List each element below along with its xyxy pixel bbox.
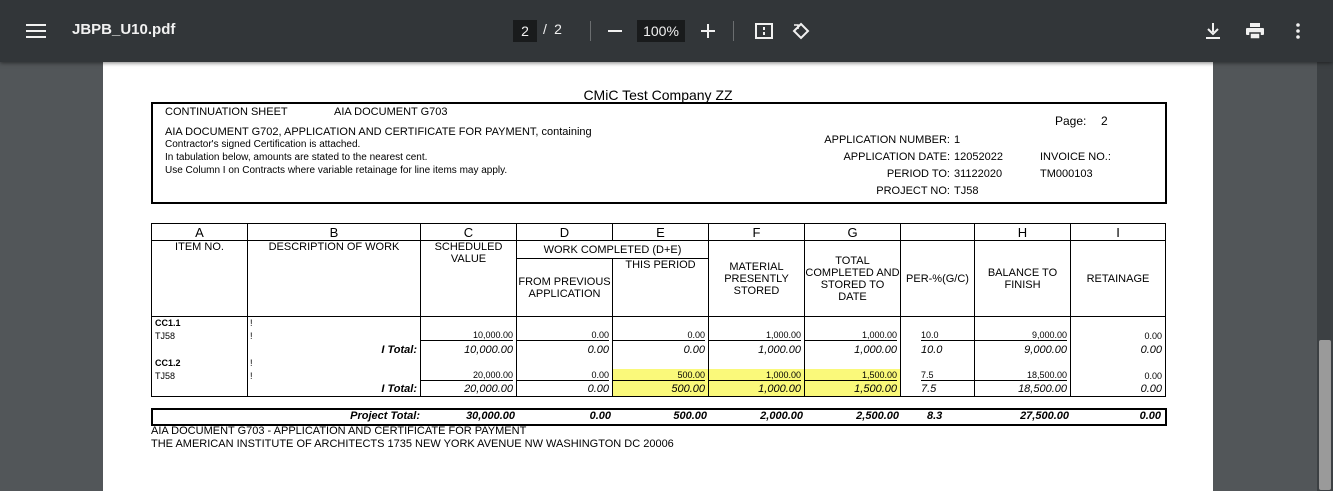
item-sub-mark: ! [248,369,421,383]
cell-value: 18,500.00 [975,370,1067,381]
project-total-value: 500.00 [673,410,707,422]
item-mark: ! [248,317,421,329]
period-to-label: PERIOD TO: [886,168,950,180]
item-sub: TJ58 [152,329,248,343]
fit-to-page-icon[interactable] [752,19,776,43]
scheduled-value-header: SCHEDULED VALUE [421,241,517,317]
header-line-4: Use Column I on Contracts where variable retainage for line items may apply. [165,165,508,176]
cell-value: 10.0 [921,330,974,341]
project-number-label: PROJECT NO: [876,185,950,197]
header-line-1: AIA DOCUMENT G702, APPLICATION AND CERTIFICATE FOR PAYMENT, containing [165,126,592,138]
footer-line-2: THE AMERICAN INSTITUTE OF ARCHITECTS 1735 NEW YORK AVENUE NW WASHINGTON DC 20006 [151,438,674,450]
zoom-level-input[interactable]: 100% [637,20,685,42]
table-row [152,329,1166,343]
header-line-2: Contractor's signed Certification is attached. [165,139,361,150]
item-no-header: ITEM NO. [152,241,248,317]
cell-value: 500.00 [613,370,705,381]
page-label: Page: [1055,114,1087,128]
pdf-toolbar [0,0,1333,62]
cell-value: 10,000.00 [421,330,513,341]
cell-value: 0.00 [517,370,609,381]
item-code: CC1.1 [152,317,248,329]
table-row [152,383,1166,397]
cell-value: 9,000.00 [975,330,1067,341]
document-title: JBPB_U10.pdf [72,21,176,38]
cell-value: 0.00 [1071,383,1166,397]
percent-header: PER-%(G/C) [901,241,975,317]
invoice-number-value: TM000103 [1040,168,1093,180]
column-letters-row [152,224,1166,241]
project-total-row [151,408,1167,426]
cell-value: 1,000.00 [805,330,897,341]
cell-value: 1,500.00 [805,383,901,397]
toolbar-divider [733,21,734,41]
table-row [152,357,1166,369]
column-letter: A [152,224,248,241]
column-letter: D [517,224,613,241]
project-total-label: Project Total: [350,410,420,422]
application-date-value: 12052022 [954,151,1003,163]
material-stored-header: MATERIAL PRESENTLY STORED [709,241,805,317]
menu-icon[interactable] [24,19,48,43]
project-total-value: 8.3 [927,410,943,422]
subtotal-label: I Total: [248,343,421,357]
project-total-value: 27,500.00 [1020,410,1069,422]
header-box [151,102,1167,204]
cell-value: 500.00 [613,383,709,397]
toolbar-divider [590,21,591,41]
item-sub: TJ58 [152,369,248,383]
cell-value: 0.00 [1144,330,1162,341]
cell-value: 10,000.00 [421,343,517,357]
cell-value: 0.00 [1144,370,1162,381]
highlighted-cell [613,369,709,383]
project-number-value: TJ58 [954,185,979,197]
cell-value: 1,000.00 [709,383,805,397]
column-header-row [152,241,1166,259]
table-row [152,343,1166,357]
cell-value: 0.00 [613,330,705,341]
cell-value: 1,000.00 [709,330,801,341]
subtotal-label: I Total: [248,383,421,397]
balance-header: BALANCE TO FINISH [975,241,1071,317]
project-total-value: 30,000.00 [466,410,515,422]
item-code: CC1.2 [152,357,248,369]
footer-line-1: AIA DOCUMENT G703 - APPLICATION AND CERTIFICATE FOR PAYMENT [151,425,527,437]
project-total-value: 0.00 [589,410,611,422]
cell-value: 1,500.00 [805,370,897,381]
page-separator: / [543,21,547,37]
cell-value: 1,000.00 [805,343,901,357]
period-to-value: 31122020 [954,168,1003,180]
table-row [152,369,1166,383]
column-letter: H [975,224,1071,241]
application-number-value: 1 [954,134,961,146]
cell-value: 0.00 [1071,343,1166,357]
pdf-page [103,62,1213,491]
column-letter: G [805,224,901,241]
application-number-label: APPLICATION NUMBER: [824,134,950,146]
invoice-number-label: INVOICE NO.: [1040,151,1111,163]
item-sub-mark: ! [248,329,421,343]
column-letter: E [613,224,709,241]
cell-value: 9,000.00 [975,343,1071,357]
more-options-icon[interactable] [1286,19,1310,43]
rotate-icon[interactable] [789,19,813,43]
page-number-input[interactable]: 2 [513,20,537,42]
column-letter [901,224,975,241]
column-letter: F [709,224,805,241]
download-icon[interactable] [1201,19,1225,43]
company-name: CMiC Test Company ZZ [583,87,733,103]
item-mark: ! [248,357,421,369]
cell-value: 10.0 [901,343,975,357]
highlighted-cell [805,369,901,383]
retainage-header: RETAINAGE [1071,241,1166,317]
this-period-header: THIS PERIOD [613,259,709,317]
continuation-sheet-label: CONTINUATION SHEET [165,106,288,118]
header-line-3: In tabulation below, amounts are stated to the nearest cent. [165,152,428,163]
page-total: 2 [554,21,562,37]
highlighted-cell [709,369,805,383]
cell-value: 7.5 [921,370,974,381]
cell-value: 0.00 [517,383,613,397]
cell-value: 18,500.00 [975,383,1071,397]
project-total-value: 2,500.00 [856,410,899,422]
application-date-label: APPLICATION DATE: [843,151,950,163]
project-total-value: 2,000.00 [760,410,803,422]
aia-document-label: AIA DOCUMENT G703 [334,106,448,118]
print-icon[interactable] [1243,19,1267,43]
from-previous-header: FROM PREVIOUS APPLICATION [517,259,613,317]
cell-value: 0.00 [613,343,709,357]
cell-value: 0.00 [517,330,609,341]
cell-value: 20,000.00 [421,370,513,381]
column-letter: C [421,224,517,241]
total-completed-header: TOTAL COMPLETED AND STORED TO DATE [805,241,901,317]
zoom-out-icon[interactable] [603,19,627,43]
table-row [152,317,1166,329]
description-header: DESCRIPTION OF WORK [248,241,421,317]
cell-value: 1,000.00 [709,370,801,381]
zoom-in-icon[interactable] [696,19,720,43]
work-completed-header: WORK COMPLETED (D+E) [517,241,709,259]
cell-value: 7.5 [901,383,975,397]
column-letter: B [248,224,421,241]
cell-value: 1,000.00 [709,343,805,357]
cell-value: 20,000.00 [421,383,517,397]
scrollbar-thumb[interactable] [1319,340,1331,490]
cell-value: 0.00 [517,343,613,357]
project-total-value: 0.00 [1139,410,1161,422]
continuation-table [151,223,1166,397]
page-value: 2 [1101,114,1108,128]
column-letter: I [1071,224,1166,241]
